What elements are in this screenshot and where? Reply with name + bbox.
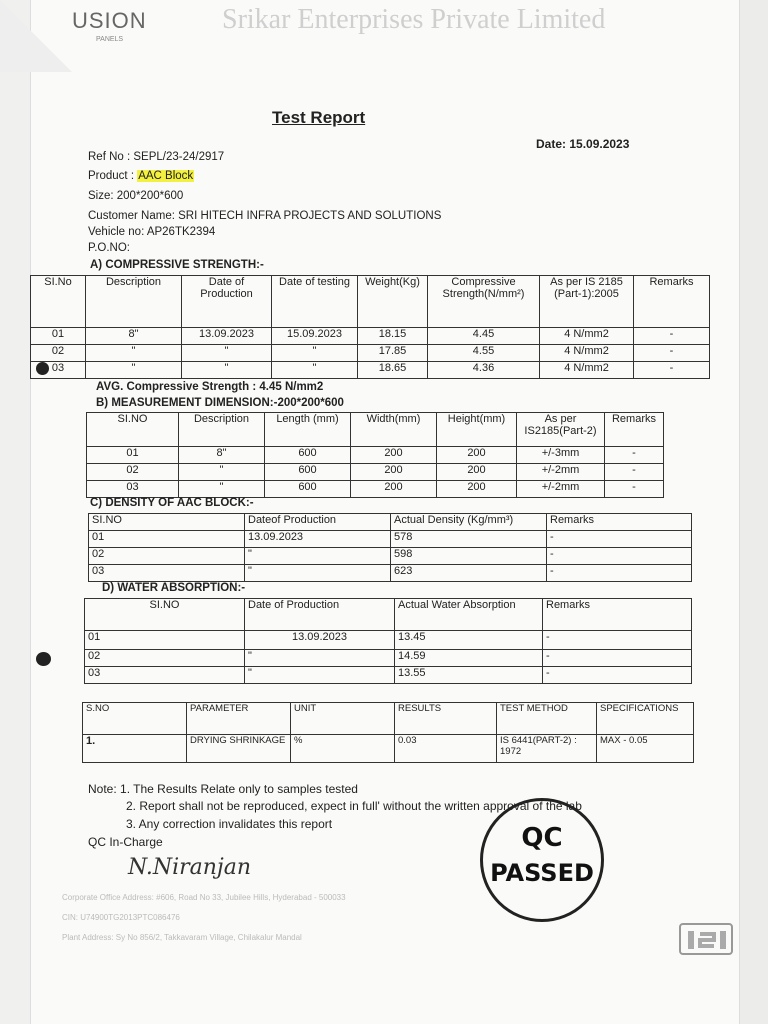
measurement-table [86, 412, 664, 498]
density-table [88, 513, 692, 582]
table-cell: 13.09.2023 [245, 631, 395, 650]
table-cell: 4.55 [428, 345, 540, 362]
table-cell: 13.55 [395, 667, 543, 684]
col-header: Remarks [547, 514, 692, 531]
company-logo-sub: PANELS [96, 36, 124, 43]
table-cell: DRYING SHRINKAGE [187, 735, 291, 763]
table-cell: 200 [437, 481, 517, 498]
col-header: Date of Production [245, 599, 395, 631]
isi-mark-icon [678, 922, 734, 956]
table-header-row [31, 276, 710, 328]
table-row [85, 650, 692, 667]
col-header: Description [179, 413, 265, 447]
footer-plant-address: Plant Address: Sy No 856/2, Takkavaram Village, Chilakalur Mandal [62, 933, 302, 942]
table-cell: 598 [391, 548, 547, 565]
section-b-heading: B) MEASUREMENT DIMENSION:-200*200*600 [96, 397, 344, 409]
table-cell: " [245, 548, 391, 565]
col-header: Dateof Production [245, 514, 391, 531]
table-cell: " [272, 345, 358, 362]
table-cell: 01 [89, 531, 245, 548]
col-header: PARAMETER [187, 703, 291, 735]
table-cell: - [543, 667, 692, 684]
report-date: Date: 15.09.2023 [536, 137, 630, 151]
handwritten-signature: N.Niranjan [128, 855, 252, 880]
col-header: SI.NO [85, 599, 245, 631]
folded-corner [0, 0, 72, 72]
table-cell: - [547, 548, 692, 565]
table-cell: % [291, 735, 395, 763]
table-cell: 200 [437, 464, 517, 481]
table-row [89, 548, 692, 565]
table-row [85, 667, 692, 684]
table-cell: +/-2mm [517, 464, 605, 481]
table-cell: 03 [31, 362, 86, 379]
product-label: Product : [88, 170, 138, 182]
table-cell: - [605, 447, 664, 464]
table-cell: 4 N/mm2 [540, 345, 634, 362]
col-header: Compressive Strength(N/mm²) [428, 276, 540, 328]
col-header: Width(mm) [351, 413, 437, 447]
avg-compressive-strength: AVG. Compressive Strength : 4.45 N/mm2 [96, 381, 324, 393]
table-cell: 13.09.2023 [245, 531, 391, 548]
product-value: AAC Block [138, 170, 194, 182]
table-cell: - [547, 531, 692, 548]
size: Size: 200*200*600 [88, 190, 184, 202]
table-cell: 03 [89, 565, 245, 582]
table-cell: 200 [437, 447, 517, 464]
table-cell: 578 [391, 531, 547, 548]
col-header: Remarks [605, 413, 664, 447]
right-page-edge [739, 0, 768, 1024]
table-row [87, 464, 664, 481]
table-cell: 4.45 [428, 328, 540, 345]
table-cell: 623 [391, 565, 547, 582]
footer-corporate-address: Corporate Office Address: #606, Road No 33, Jubilee Hills, Hyderabad - 500033 [62, 893, 346, 902]
table-cell: " [272, 362, 358, 379]
water-absorption-table [84, 598, 692, 684]
table-cell: MAX - 0.05 [597, 735, 694, 763]
table-cell: 600 [265, 447, 351, 464]
table-cell: - [547, 565, 692, 582]
ink-blot [36, 652, 51, 666]
table-cell: 4 N/mm2 [540, 362, 634, 379]
table-cell: 8" [86, 328, 182, 345]
table-header-row [85, 599, 692, 631]
table-cell: " [245, 650, 395, 667]
left-page-edge [0, 0, 31, 1024]
table-row [31, 362, 710, 379]
col-header: Description [86, 276, 182, 328]
table-cell: 17.85 [358, 345, 428, 362]
table-row [89, 565, 692, 582]
table-cell: 13.45 [395, 631, 543, 650]
col-header: SI.NO [87, 413, 179, 447]
table-cell: +/-2mm [517, 481, 605, 498]
table-cell: " [179, 464, 265, 481]
table-header-row [87, 413, 664, 447]
table-cell: " [182, 345, 272, 362]
col-header: Date of testing [272, 276, 358, 328]
section-a-heading: A) COMPRESSIVE STRENGTH:- [90, 259, 264, 271]
company-logo: USION [72, 8, 147, 33]
table-cell: 03 [85, 667, 245, 684]
ref-no: Ref No : SEPL/23-24/2917 [88, 151, 225, 163]
col-header: S.NO [83, 703, 187, 735]
section-d-heading: D) WATER ABSORPTION:- [102, 582, 246, 594]
table-row [31, 345, 710, 362]
col-header: As per IS2185(Part-2) [517, 413, 605, 447]
table-row [87, 481, 664, 498]
note-1: Note: 1. The Results Relate only to samples tested [88, 782, 358, 796]
table-cell: 600 [265, 481, 351, 498]
table-row [83, 735, 694, 763]
qc-passed-stamp [480, 798, 604, 922]
table-cell: - [634, 362, 710, 379]
col-header: SI.No [31, 276, 86, 328]
col-header: UNIT [291, 703, 395, 735]
table-cell: 15.09.2023 [272, 328, 358, 345]
table-cell: 02 [31, 345, 86, 362]
col-header: As per IS 2185 (Part-1):2005 [540, 276, 634, 328]
table-cell: 200 [351, 481, 437, 498]
table-cell: " [245, 565, 391, 582]
table-cell: 01 [87, 447, 179, 464]
table-cell: 01 [85, 631, 245, 650]
table-cell: - [543, 650, 692, 667]
ink-blot [36, 362, 49, 375]
table-cell: " [86, 362, 182, 379]
table-cell: " [179, 481, 265, 498]
table-header-row [89, 514, 692, 531]
table-cell: 01 [31, 328, 86, 345]
table-cell: 0.03 [395, 735, 497, 763]
table-cell: 13.09.2023 [182, 328, 272, 345]
table-cell: 18.65 [358, 362, 428, 379]
table-cell: 1. [83, 735, 187, 763]
footer-cin: CIN: U74900TG2013PTC086476 [62, 913, 180, 922]
table-cell: 4.36 [428, 362, 540, 379]
col-header: RESULTS [395, 703, 497, 735]
compressive-strength-table [30, 275, 710, 379]
table-cell: " [86, 345, 182, 362]
col-header: TEST METHOD [497, 703, 597, 735]
note-3: 3. Any correction invalidates this report [126, 817, 333, 831]
table-cell: 200 [351, 464, 437, 481]
col-header: Length (mm) [265, 413, 351, 447]
table-cell: 02 [87, 464, 179, 481]
table-cell: - [605, 464, 664, 481]
table-cell: 4 N/mm2 [540, 328, 634, 345]
table-row [31, 328, 710, 345]
section-c-heading: C) DENSITY OF AAC BLOCK:- [90, 497, 254, 509]
col-header: Remarks [634, 276, 710, 328]
table-row [87, 447, 664, 464]
customer-name: Customer Name: SRI HITECH INFRA PROJECTS AND SOLUTIONS [88, 210, 442, 222]
table-row [89, 531, 692, 548]
col-header: SPECIFICATIONS [597, 703, 694, 735]
stamp-line-1: QC [521, 823, 563, 853]
table-cell: - [634, 345, 710, 362]
table-cell: " [182, 362, 272, 379]
table-cell: 18.15 [358, 328, 428, 345]
company-name-watermark: Srikar Enterprises Private Limited [222, 4, 606, 35]
table-cell: 600 [265, 464, 351, 481]
table-cell: 14.59 [395, 650, 543, 667]
po-no: P.O.NO: [88, 242, 130, 254]
stamp-line-2: PASSED [490, 859, 594, 887]
table-cell: 03 [87, 481, 179, 498]
qc-in-charge-label: QC In-Charge [88, 835, 163, 849]
drying-shrinkage-table [82, 702, 694, 763]
col-header: Actual Density (Kg/mm³) [391, 514, 547, 531]
col-header: Remarks [543, 599, 692, 631]
table-cell: +/-3mm [517, 447, 605, 464]
table-cell: - [634, 328, 710, 345]
table-cell: " [245, 667, 395, 684]
col-header: Height(mm) [437, 413, 517, 447]
table-cell: 02 [89, 548, 245, 565]
vehicle-no: Vehicle no: AP26TK2394 [88, 226, 216, 238]
col-header: Date of Production [182, 276, 272, 328]
product-line [88, 170, 194, 182]
report-title: Test Report [272, 108, 366, 127]
table-cell: 200 [351, 447, 437, 464]
table-cell: - [605, 481, 664, 498]
table-header-row [83, 703, 694, 735]
col-header: SI.NO [89, 514, 245, 531]
table-cell: 8" [179, 447, 265, 464]
table-row [85, 631, 692, 650]
col-header: Actual Water Absorption [395, 599, 543, 631]
table-cell: 02 [85, 650, 245, 667]
table-cell: IS 6441(PART-2) : 1972 [497, 735, 597, 763]
note-2: 2. Report shall not be reproduced, expect in full' without the written approval of the lab [126, 799, 582, 813]
col-header: Weight(Kg) [358, 276, 428, 328]
table-cell: - [543, 631, 692, 650]
